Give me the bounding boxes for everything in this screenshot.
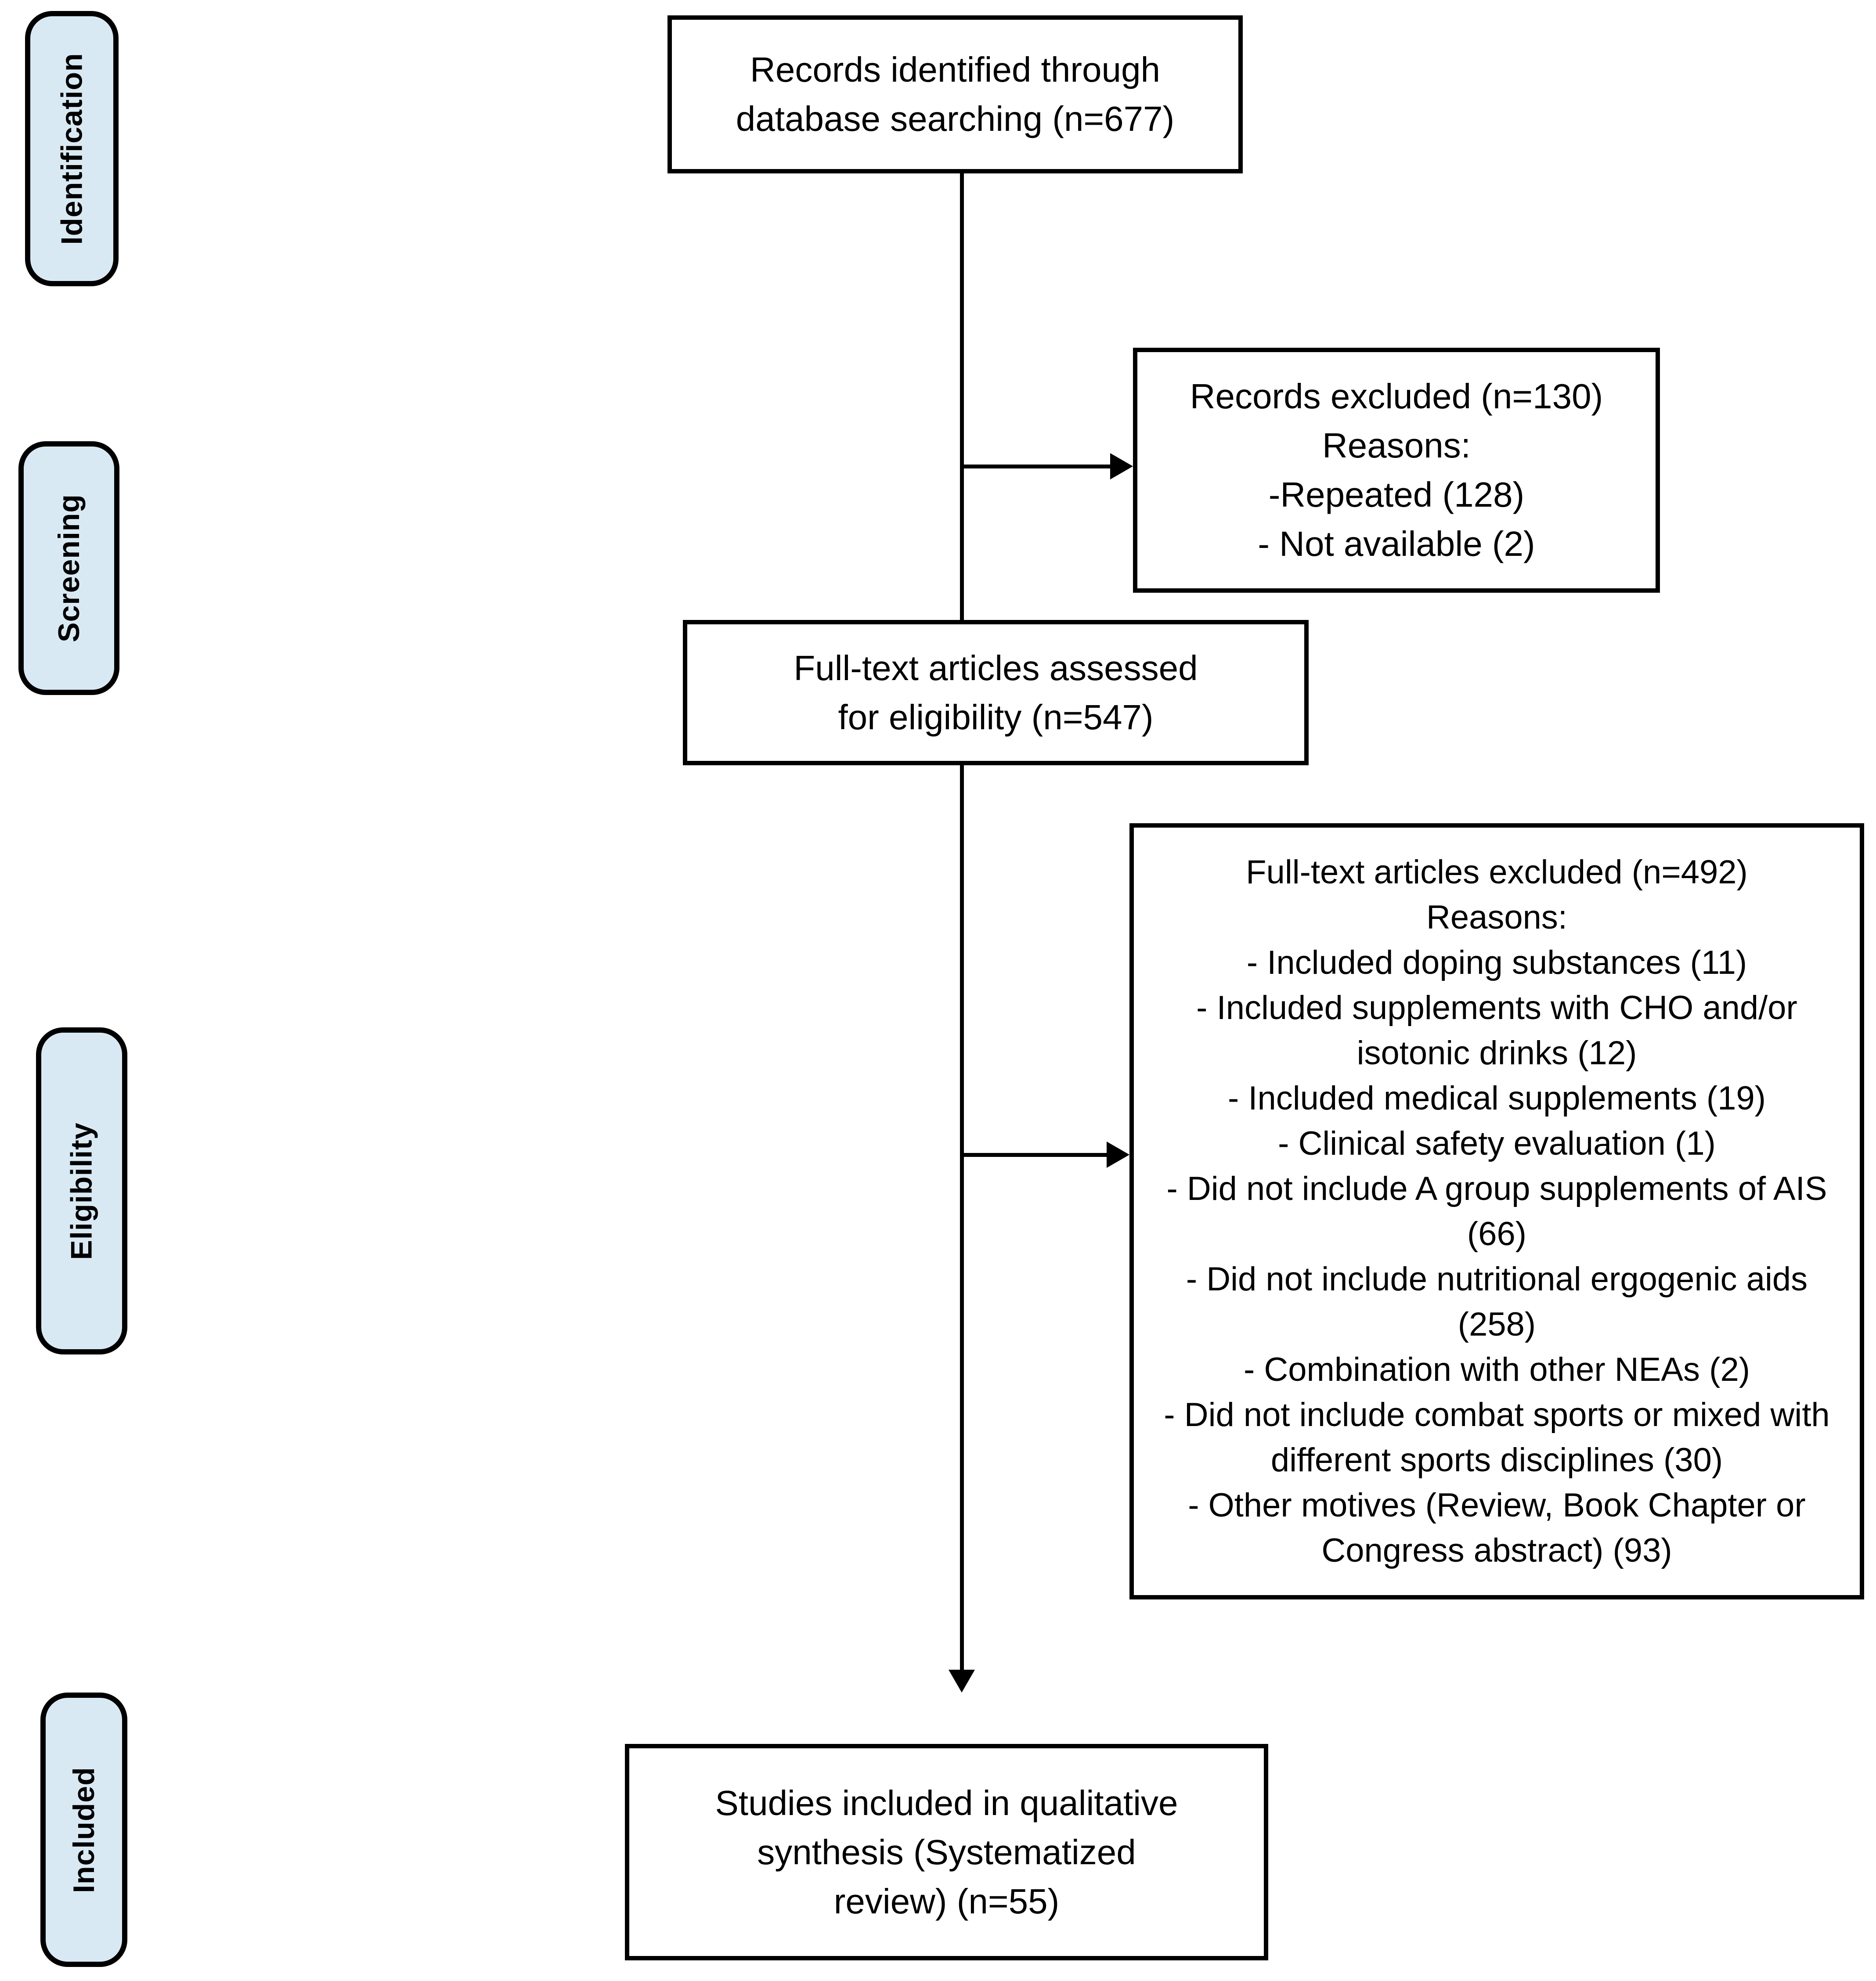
box-studies-included-line: review) (n=55)	[833, 1881, 1060, 1921]
exclusion-reason: - Included medical supplements (19)	[1227, 1080, 1766, 1117]
reasons-list	[1137, 470, 1656, 569]
arrowhead-records-excluded-icon	[1110, 453, 1133, 479]
box-records-excluded-title: Records excluded (n=130)	[1190, 377, 1603, 416]
box-records-identified-line: database searching (n=677)	[736, 99, 1175, 138]
reasons-list	[1147, 940, 1847, 1573]
arrowhead-included-icon	[949, 1670, 975, 1693]
exclusion-reason: - Combination with other NEAs (2)	[1243, 1351, 1750, 1388]
box-fulltext-excluded	[1129, 823, 1864, 1599]
connector-identified-to-assessed	[960, 173, 964, 621]
exclusion-reason: - Included supplements with CHO and/or isotonic drinks (12)	[1196, 989, 1797, 1072]
stage-label-included	[40, 1693, 127, 1967]
box-fulltext-assessed-line: for eligibility (n=547)	[838, 697, 1154, 737]
box-fulltext-assessed	[683, 620, 1309, 765]
box-studies-included	[625, 1744, 1268, 1960]
box-fulltext-assessed-line: Full-text articles assessed	[794, 648, 1198, 688]
exclusion-reason: - Did not include combat sports or mixed with different sports disciplines (30)	[1164, 1396, 1830, 1479]
connector-assessed-to-included	[960, 764, 964, 1671]
exclusion-reason: - Did not include A group supplements of AIS (66)	[1166, 1170, 1827, 1253]
box-fulltext-excluded-title: Full-text articles excluded (n=492)	[1246, 854, 1748, 891]
stage-label-included-text: Included	[67, 1766, 101, 1893]
box-studies-included-line: Studies included in qualitative	[715, 1783, 1178, 1823]
stage-label-eligibility-text: Eligibility	[65, 1122, 98, 1260]
reasons-heading: Reasons:	[1322, 426, 1471, 465]
stage-label-identification	[25, 11, 119, 286]
exclusion-reason: - Clinical safety evaluation (1)	[1278, 1125, 1716, 1162]
box-studies-included-line: synthesis (Systematized	[757, 1832, 1136, 1872]
exclusion-reason: - Did not include nutritional ergogenic aids (258)	[1186, 1261, 1808, 1343]
connector-branch-fulltext-excluded	[962, 1153, 1109, 1157]
exclusion-reason: - Included doping substances (11)	[1246, 944, 1747, 981]
box-records-excluded	[1133, 348, 1660, 593]
exclusion-reason: -Repeated (128)	[1268, 475, 1525, 514]
exclusion-reason: - Other motives (Review, Book Chapter or Congress abstract) (93)	[1188, 1487, 1806, 1569]
arrowhead-fulltext-excluded-icon	[1107, 1142, 1129, 1168]
stage-label-eligibility	[36, 1027, 127, 1354]
box-records-identified-line: Records identified through	[750, 50, 1160, 89]
stage-label-identification-text: Identification	[55, 52, 89, 245]
box-records-identified	[667, 15, 1243, 173]
reasons-heading: Reasons:	[1426, 899, 1568, 936]
exclusion-reason: - Not available (2)	[1258, 524, 1535, 563]
stage-label-screening-text: Screening	[52, 494, 86, 642]
connector-branch-records-excluded	[962, 465, 1113, 468]
stage-label-screening	[18, 441, 119, 695]
